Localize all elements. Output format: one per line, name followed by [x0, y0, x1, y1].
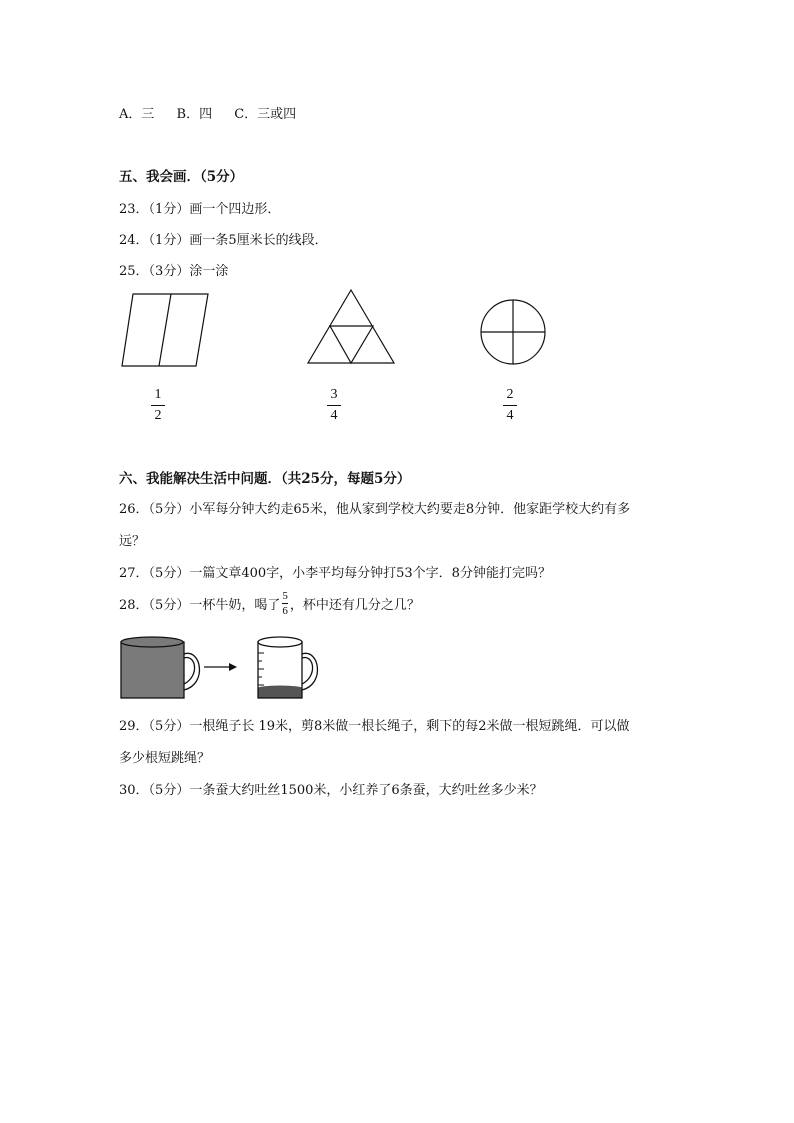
section-6-title: 六、我能解决生活中问题．（共25分，每题5分） — [119, 471, 411, 487]
numerator: 2 — [506, 387, 514, 402]
question-25: 25．（3分）涂一涂 — [119, 264, 229, 279]
question-23: 23．（1分）画一个四边形． — [119, 202, 281, 217]
question-29-line-1: 29．（5分）一根绳子长 19米，剪8米做一根长绳子，剩下的每2米做一根短跳绳．可以做 — [119, 719, 630, 734]
section-5-title: 五、我会画．（5分） — [119, 169, 244, 185]
numerator: 3 — [330, 387, 338, 402]
question-26-line-2: 远？ — [119, 534, 146, 549]
option-c: C．三或四 — [234, 107, 297, 122]
numerator: 5 — [282, 590, 288, 602]
nearly-empty-cup-image — [258, 637, 317, 698]
option-a: A．三 — [119, 107, 155, 122]
question-28-prefix: 28．（5分）一杯牛奶，喝了 — [119, 598, 281, 613]
question-30: 30．（5分）一条蚕大约吐丝1500米，小红养了6条蚕，大约吐丝多少米？ — [119, 783, 543, 798]
question-26-line-1: 26．（5分）小军每分钟大约走65米，他从家到学校大约要走8分钟．他家距学校大约有多 — [119, 502, 631, 517]
arrow-icon — [204, 663, 237, 671]
measure-ticks — [258, 653, 264, 685]
option-b: B．四 — [176, 107, 213, 122]
denominator: 4 — [506, 408, 514, 423]
full-cup-image — [121, 637, 199, 698]
question-27: 27．（5分）一篇文章400字，小李平均每分钟打53个字．8分钟能打完吗？ — [119, 566, 551, 581]
question-24: 24．（1分）画一条5厘米长的线段． — [119, 233, 328, 248]
question-29-line-2: 多少根短跳绳？ — [119, 751, 211, 766]
numerator: 1 — [154, 387, 162, 402]
denominator: 4 — [330, 408, 338, 423]
denominator: 2 — [154, 408, 162, 423]
question-28-suffix: ，杯中还有几分之几？ — [289, 598, 420, 613]
denominator: 6 — [282, 605, 288, 617]
